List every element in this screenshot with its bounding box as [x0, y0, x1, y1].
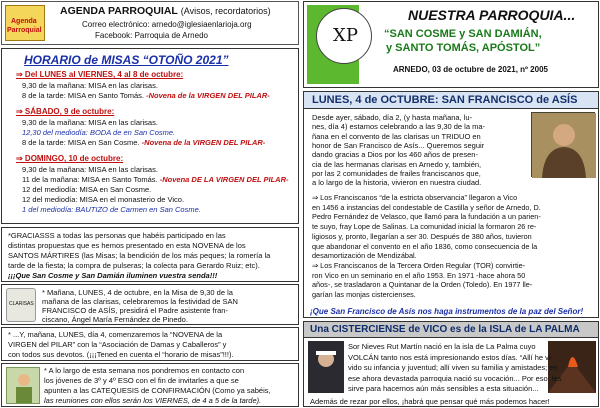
text-line: Sor Nieves Rut Martín nació en la isla de La Palma cuyo	[348, 342, 536, 351]
schedule-line	[22, 139, 265, 147]
text-line: garían las monjas cistercienses.	[312, 290, 416, 299]
text-line: distintas propuestas que es hemos presentado en esta NOVENA de los	[8, 241, 246, 250]
text-line: nes, día 4) estamos celebrando a las 9,30 de la ma-	[312, 122, 486, 132]
text-line: * Mañana, LUNES, 4 de octubre, en la Misa de 9,30 de la	[42, 288, 233, 297]
francisco-box	[303, 91, 599, 318]
text-line: SANTOS MÁRTIRES (las Misas; la bendición de los más peques; la romería la	[8, 251, 271, 260]
text-line: Pedro Fernández de Velasco, que llamó para la fundación a un parien-	[312, 212, 541, 222]
schedule-line	[22, 196, 184, 204]
francisco-title-bar: LUNES, 4 de OCTUBRE: SAN FRANCISCO de ASÍS	[304, 92, 598, 109]
schedule-entry: 1 del mediodía: BAUTIZO de Carmen en San Cosme.	[22, 205, 201, 214]
schedule-heading: ⇒ SÁBADO, 9 de octubre:	[16, 107, 115, 116]
email: Correo electrónico: arnedo@iglesiaenlarioja.org	[82, 20, 252, 29]
horario-box	[1, 48, 299, 224]
text-line: por las 2 comunidades de frailes franciscanos que,	[312, 168, 481, 178]
parroquia-name-1: “SAN COSME y SAN DAMIÁN,	[384, 28, 542, 40]
text-line: las reuniones con ellos serán los VIERNES, de 4 a 5 de la tarde).	[44, 396, 262, 405]
schedule-entry: 9,30 de la mañana: MISA en las clarisas.	[22, 118, 158, 127]
gracias-box	[1, 227, 299, 282]
text-line: con todos sus devotos. (¡¡¡Tened en cuenta el “horario de misas”!!!).	[8, 350, 234, 359]
text-line: ⇒ Los Franciscanos de la Tercera Orden Regular (TOR) convirtie-	[312, 260, 526, 270]
text-line: honor de San Francisco de Asís... Queremos seguir	[312, 140, 485, 150]
agenda-header	[1, 1, 299, 45]
sister-photo	[308, 341, 344, 393]
schedule-heading: ⇒ DOMINGO, 10 de octubre:	[16, 154, 124, 163]
text-line: ¡¡¡Que San Cosme y San Damián iluminen vuestra senda!!!	[8, 271, 218, 280]
schedule-entry: 8 de la tarde: MISA en Santo Tomás.	[22, 91, 145, 100]
text-line: que abandonar el convento en el año 1836, como consecuencia de la	[312, 241, 538, 251]
schedule-line	[22, 82, 158, 90]
text-line: en 1456 a instancias del condestable de Castilla y señor de Arnedo, D.	[312, 202, 541, 212]
clarisas-icon: CLARISAS	[6, 288, 36, 322]
novena-note: -Novena de la VIRGEN DEL PILAR-	[144, 91, 270, 100]
schedule-line	[22, 206, 201, 214]
text-line: los jóvenes de 3º y 4º ESO con el fin de invitarles a que se	[44, 376, 239, 385]
text-line: *GRACIASSS a todas las personas que habéis participado en las	[8, 231, 226, 240]
text-line: ñana en el convento de las clarisas un TRIDUO en	[312, 131, 481, 141]
schedule-line	[22, 129, 175, 137]
novena-note: -Novena de la VIRGEN DEL PILAR-	[139, 138, 266, 147]
text-line: desamortización de Mendizábal.	[312, 251, 417, 261]
text-line: sirve para hacernos aún más sensibles a esta situación...	[348, 384, 539, 393]
schedule-line	[22, 166, 158, 174]
agenda-logo: Agenda Parroquial	[5, 5, 45, 41]
schedule-line	[22, 186, 151, 194]
cisterciense-title-bar: Una CISTERCIENSE de VICO es de la ISLA de LA PALMA	[304, 322, 598, 338]
text-line: tarde de la fiesta; la compra de pulseras; la colecta para Gerardo Ruiz; etc).	[8, 261, 260, 270]
novena-note: -Novena DE LA VIRGEN DEL PILAR-	[157, 175, 289, 184]
text-line: * ...Y, mañana, LUNES, día 4, comenzaremos la “NOVENA de la	[8, 330, 223, 339]
text-line: te suyo, fray Lope de Salinas. La comunidad inicial la formaron 26 re-	[312, 222, 537, 232]
schedule-line	[22, 176, 289, 184]
text-line: FRANCISCO de ASÍS, presidirá el Padre asistente fran-	[42, 306, 228, 315]
catequesis-box	[1, 363, 299, 407]
schedule-entry: 12 del mediodía: MISA en el monasterio de Vico.	[22, 195, 185, 204]
text-line: dando gracias a Dios por los 460 años de presen-	[312, 150, 478, 160]
text-line: mañana de las clarisas, celebraremos la festividad de SAN	[42, 297, 238, 306]
text-line: ciscano, Ángel María Fernández de Pinedo.	[42, 315, 188, 324]
saint-francis-portrait	[531, 112, 595, 177]
parish-seal-icon: XP	[316, 8, 372, 64]
parroquia-title: NUESTRA PARROQUIA...	[408, 7, 576, 23]
cisterciense-box	[303, 321, 599, 407]
schedule-line	[22, 119, 158, 127]
facebook: Facebook: Parroquia de Arnedo	[95, 31, 208, 40]
parroquia-date: ARNEDO, 03 de octubre de 2021, nº 2005	[393, 65, 548, 74]
right-column	[303, 0, 600, 408]
text-line: ron Vico en un seminario en el año 1953. En 1971 -hace ahora 50	[312, 270, 526, 280]
text-line: vido su infancia y juventud; allí viven su familia y amistades; en	[348, 363, 558, 372]
schedule-line	[22, 92, 270, 100]
text-line: VIRGEN del PILAR” con la “Asociación de Damas y Caballeros” y	[8, 340, 227, 349]
text-line: a lo largo de la historia, vivieron en nuestra ciudad.	[312, 178, 482, 188]
schedule-entry: 12 del mediodía: MISA en San Cosme.	[22, 185, 152, 194]
text-line: ligiosos y, pronto, llegarían a ser 30. Después de 380 años, tuvieron	[312, 231, 532, 241]
horario-title: HORARIO de MISAS “OTOÑO 2021”	[24, 53, 229, 67]
text-line: apunten a las CATEQUESIS de CONFIRMACIÓN (Como ya sabéis,	[44, 386, 271, 395]
text-line: ⇒ Los Franciscanos “de la estricta observancia” llegaron a Vico	[312, 193, 518, 202]
agenda-title: AGENDA PARROQUIAL (Avisos, recordatorios)	[60, 5, 271, 17]
text-line: Desde ayer, sábado, día 2, (y hasta mañana, lu-	[312, 113, 473, 122]
novena-box	[1, 327, 299, 361]
cisterciense-last: Además de rezar por ellos, ¡habrá que pensar qué más podemos hacer!	[310, 397, 550, 406]
francisco-footer: ¡Que San Francisco de Asís nos haga instrumentos de la paz del Señor!	[310, 307, 584, 316]
text-line: VOLCÁN tanto nos está impresionando estos días. “Allí he vi-	[348, 352, 554, 362]
text-line: ese ahora devastada parroquia nació su vocación... Por eso, les	[348, 373, 562, 383]
text-line: años-, se trasladaron a Quintanar de la Orden (Toledo). En 1977 lle-	[312, 280, 533, 290]
schedule-entry: 9,30 de la mañana: MISA en las clarisas.	[22, 165, 158, 174]
schedule-entry: 12,30 del mediodía: BODA de en San Cosme.	[22, 128, 176, 137]
schedule-entry: 11 de la mañana: MISA en Santo Tomás.	[22, 175, 158, 184]
parroquia-name-2: y SANTO TOMÁS, APÓSTOL”	[386, 42, 541, 54]
parroquia-header	[303, 1, 599, 88]
text-line: * A lo largo de esta semana nos pondremos en contacto con	[44, 366, 245, 375]
text-line: cia de las hermanas clarisas en Arnedo y, también,	[312, 159, 482, 169]
schedule-heading: ⇒ Del LUNES al VIERNES, 4 al 8 de octubre:	[16, 70, 184, 79]
schedule-entry: 8 de la tarde: MISA en San Cosme.	[22, 138, 140, 147]
schedule-entry: 9,30 de la mañana: MISA en las clarisas.	[22, 81, 158, 90]
clarisas-box	[1, 284, 299, 325]
catequesis-icon	[6, 367, 40, 404]
